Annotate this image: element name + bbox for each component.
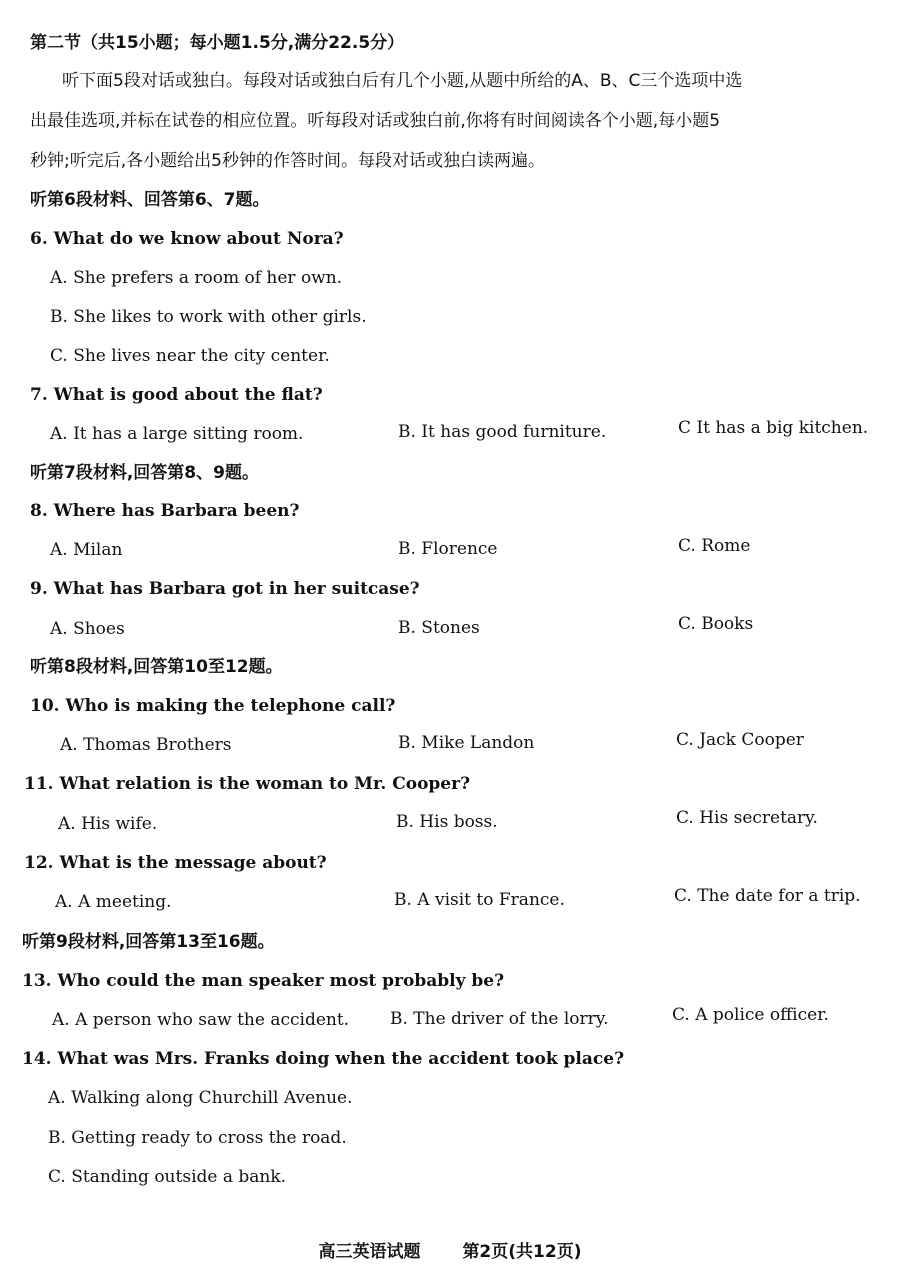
question-10-option-c: C. Jack Cooper — [676, 730, 804, 750]
question-14-option-a: A. Walking along Churchill Avenue. — [48, 1088, 353, 1108]
question-14-option-b: B. Getting ready to cross the road. — [48, 1128, 347, 1148]
group-heading: 听第7段材料,回答第8、9题。 — [30, 463, 259, 483]
page-footer — [0, 1237, 900, 1262]
question-12-option-b: B. A visit to France. — [394, 890, 565, 910]
question-13-option-a: A. A person who saw the accident. — [52, 1010, 350, 1030]
footer-page-number: 第2页(共12页) — [462, 1242, 582, 1262]
question-10-option-b: B. Mike Landon — [398, 733, 535, 753]
question-11-option-b: B. His boss. — [396, 812, 498, 832]
footer-title: 高三英语试题 — [318, 1242, 421, 1262]
question-8-option-a: A. Milan — [50, 540, 123, 560]
question-13: 13. Who could the man speaker most probably be? — [22, 971, 505, 991]
question-8: 8. Where has Barbara been? — [30, 501, 300, 521]
question-7: 7. What is good about the flat? — [30, 385, 323, 405]
question-9-option-b: B. Stones — [398, 618, 480, 638]
question-14: 14. What was Mrs. Franks doing when the accident took place? — [22, 1049, 625, 1069]
question-7-option-b: B. It has good furniture. — [398, 422, 607, 442]
question-11-option-a: A. His wife. — [58, 814, 158, 834]
question-11: 11. What relation is the woman to Mr. Cooper? — [24, 774, 471, 794]
question-6: 6. What do we know about Nora? — [30, 229, 344, 249]
question-6-option-b: B. She likes to work with other girls. — [50, 307, 367, 327]
question-8-option-b: B. Florence — [398, 539, 498, 559]
group-heading: 听第9段材料,回答第13至16题。 — [22, 932, 275, 952]
question-13-option-b: B. The driver of the lorry. — [390, 1009, 609, 1029]
question-7-option-c: C It has a big kitchen. — [678, 418, 869, 438]
instruction-line-1: 听下面5段对话或独白。每段对话或独白后有几个小题,从题中所给的A、B、C三个选项中选 — [62, 71, 743, 91]
question-9-option-a: A. Shoes — [50, 619, 125, 639]
section-title: 第二节（共15小题；每小题1.5分,满分22.5分） — [30, 33, 405, 53]
question-9: 9. What has Barbara got in her suitcase? — [30, 579, 420, 599]
question-10: 10. Who is making the telephone call? — [30, 696, 396, 716]
question-12-option-a: A. A meeting. — [55, 892, 172, 912]
question-6-option-a: A. She prefers a room of her own. — [50, 268, 343, 288]
question-12: 12. What is the message about? — [24, 853, 327, 873]
question-10-option-a: A. Thomas Brothers — [60, 735, 232, 755]
question-13-option-c: C. A police officer. — [672, 1005, 829, 1025]
question-6-option-c: C. She lives near the city center. — [50, 346, 330, 366]
question-11-option-c: C. His secretary. — [676, 808, 818, 828]
question-8-option-c: C. Rome — [678, 536, 751, 556]
group-heading: 听第8段材料,回答第10至12题。 — [30, 657, 283, 677]
instruction-line-2: 出最佳选项,并标在试卷的相应位置。听每段对话或独白前,你将有时间阅读各个小题,每小题5 — [30, 111, 721, 131]
question-9-option-c: C. Books — [678, 614, 754, 634]
instruction-line-3: 秒钟;听完后,各小题给出5秒钟的作答时间。每段对话或独白读两遍。 — [30, 151, 545, 171]
question-12-option-c: C. The date for a trip. — [674, 886, 861, 906]
question-14-option-c: C. Standing outside a bank. — [48, 1167, 287, 1187]
group-heading: 听第6段材料、回答第6、7题。 — [30, 190, 270, 210]
question-7-option-a: A. It has a large sitting room. — [50, 424, 304, 444]
